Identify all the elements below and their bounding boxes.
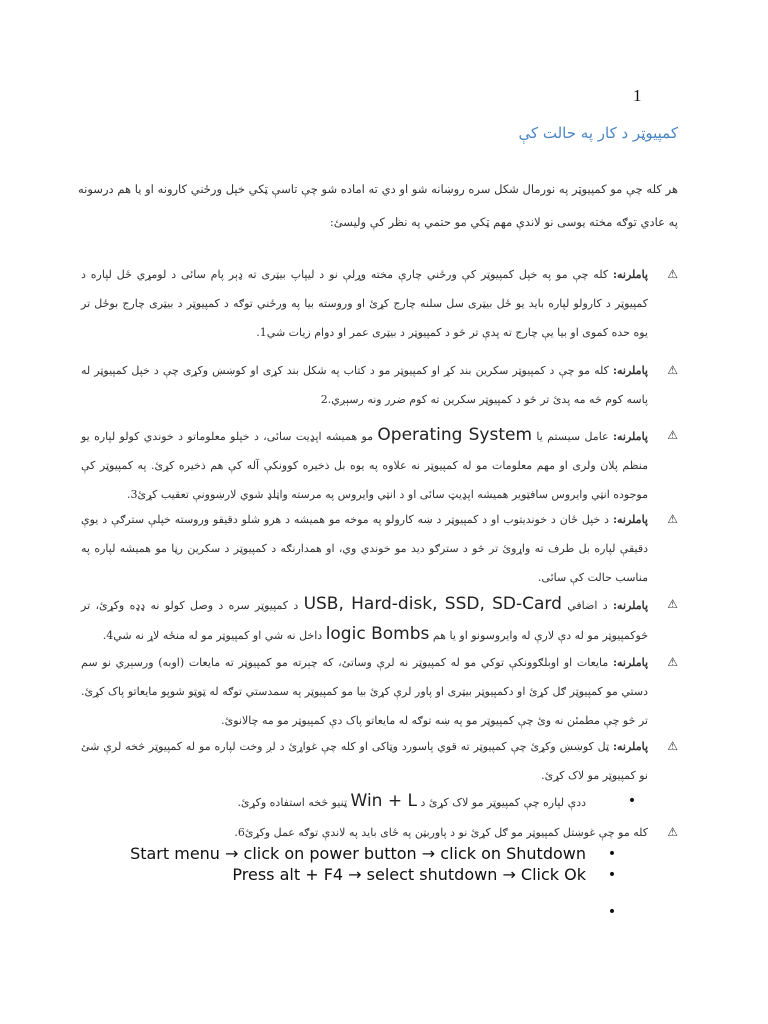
warning-item-6 (78, 648, 678, 728)
warning-icon: ⚠ (667, 428, 678, 442)
warning-label: پاملرنه: (612, 599, 649, 612)
warning-body-a: عامل سیستم یا (536, 430, 609, 443)
warning-label: پاملرنه: (612, 656, 649, 669)
warning-body: مایعات او اوبلګوونکې توکي مو له کمپیوټر نه لرې وساتئ، که چېرته مو کمپیوټر ته مایعات (اوبه) ورسېږي نو سم دستي مو کمپیوټر ګل کړئ او دکمپیوټر بیټری او پاور لرې کړئ بیا مو کمپیوټر په سمدستي توګه له ټوټو شوپو مایعاتو پاک کړئ. تر څو چې مطمئن نه وئ چې کمپیوټر مو په ښه توګه له مایعاتو پاک دې کمپیوټر مو مه چالانوئ. (81, 656, 648, 727)
bullet-icon: • (607, 867, 617, 883)
bullet-text-b: ټنیو څخه استفاده وکړئ. (237, 796, 348, 809)
section-heading: کمپیوټر د کار په حالت کې (518, 124, 678, 142)
warning-icon: ⚠ (667, 267, 678, 281)
warning-body-c: داخل نه شي او کمپیوټر مو له منځه لاړ نه شي4. (102, 629, 323, 642)
shutdown-step-2: Press alt + F4 → select shutdown → Click Ok (232, 865, 586, 884)
bullet-icon: • (627, 793, 637, 809)
intro-paragraph: هر کله چې مو کمپیوټر په نورمال شکل سره روښانه شو او دي ته اماده شو چې تاسې ټکي خپل ورځني کارونه او یا هم درسونه په عادي توګه مخته یوسی نو لاندې مهم ټکي مو حتمي په نظر کې ولیسئ: (78, 182, 678, 229)
warning-body-b: مو همیشه اپډیت سائی، د خپلو معلوماتو د خوندي کولو لپاره یو منظم پلان ولری او مهم معلومات مو له کمپیوټر نه علاوه په یوه بل ذخیره کوونکې آله کې هم ذخیره کړئ. په کمپیوټر کې موجوده انټي وایروس سافټویر همیشه اپډیټ سائی او د انټي وایروس په مرسته واټلډ شوي لارښوونې تعقیب کړئ3. (81, 430, 648, 501)
warning-item-1 (78, 260, 678, 340)
warning-body: کله مو چې د کمپیوټر سکرین بند کړ او کمپیوټر مو د کتاب په شکل بند کړی او کوښښ وکړی چې د خپل کمپیوټر له پاسه کوم څه مه پدئ تر څو د کمپیوټر سکرین ته کوم ضرر ونه رسېږي.2 (81, 364, 648, 406)
page-number: 1 (633, 86, 642, 105)
warning-icon: ⚠ (667, 825, 678, 839)
warning-text (81, 648, 648, 735)
warning-text (81, 590, 648, 650)
warning-text (81, 505, 648, 592)
warning-body: کله چې مو په خپل کمپیوټر کې ورځني چارې مخته وړلې نو د لیپاپ بیټری ته ډېر پام سائی د لومړي ځل لپاره د کمپیوټر د کارولو لپاره باید یو ځل بیټری سل سلنه چارج کړئ او وروسته بیا په ورځني توګه د کمپیوټر د بیټری چارج بوځل تر یوه حده کموی او بیا یې چارج ته پدې تر څو د کمپیوټر د بیټری عمر او دوام زیات شي1. (81, 268, 648, 339)
storage-devices-term: USB, Hard-disk, SSD, SD-Card (303, 594, 562, 614)
logic-bombs-term: logic Bombs (325, 624, 430, 644)
warning-icon: ⚠ (667, 655, 678, 669)
warning-item-3 (78, 421, 678, 501)
warning-label: پاملرنه: (612, 364, 648, 377)
warning-icon: ⚠ (667, 739, 678, 753)
warning-label: پاملرنه: (612, 430, 648, 443)
bullet-text-a: ددې لپاره چې کمپیوټر مو لاک کړئ د (420, 796, 586, 809)
warning-label: پاملرنه: (612, 268, 648, 281)
bullet-text (86, 788, 586, 816)
lock-shortcut-bullet (86, 788, 637, 814)
warning-text (81, 732, 648, 790)
warning-label: پاملرنه: (612, 513, 648, 526)
bullet-icon: • (607, 846, 617, 862)
warning-body: د خپل ځان د خوندیتوب او د کمپیوټر د ښه کارولو په موخه مو همیشه د هرو شلو دقیقو وروسته خپلې سترګې د یوې دقیقې لپاره بل طرف ته واړوئ تر څو د سترګو دید مو خوندي وي، او همدارنګه د کمپیوټر د سکرین رڼا مو همیشه لپاره په مناسب حالت کې سائی. (81, 513, 648, 584)
warning-body-a: د اضافي (567, 599, 608, 612)
warning-body: ټل کوښښ وکړئ چې کمپیوټر ته قوي پاسورد وټاکی او کله چې غواړئ د لږ وخت لپاره مو له کمپیوټر څخه لرې شئ نو کمپیوټر مو لاک کړئ. (81, 740, 648, 782)
warning-icon: ⚠ (667, 363, 678, 377)
warning-label: پاملرنه: (612, 740, 649, 753)
shutdown-instruction: کله مو چې غوښتل کمپیوټر مو ګل کړئ نو د پاوربټن په ځای باید په لاندې توګه عمل وکړئ6. (234, 826, 648, 839)
warning-text (81, 356, 648, 414)
win-l-shortcut: Win + L (350, 791, 417, 811)
warning-icon: ⚠ (667, 512, 678, 526)
shutdown-step-1: Start menu → click on power button → click on Shutdown (130, 844, 586, 863)
warning-text (81, 260, 648, 347)
warning-text (81, 421, 648, 509)
warning-body-b: د کمپیوټر سره د وصل کولو نه ډډه وکړئ، تر څوکمپیوټر مو له دې لارې له وایروسونو او یا هم (81, 599, 648, 642)
os-term: Operating System (377, 425, 533, 445)
warning-item-4 (78, 505, 678, 585)
warning-icon: ⚠ (667, 597, 678, 611)
empty-bullet-icon: • (607, 904, 617, 920)
